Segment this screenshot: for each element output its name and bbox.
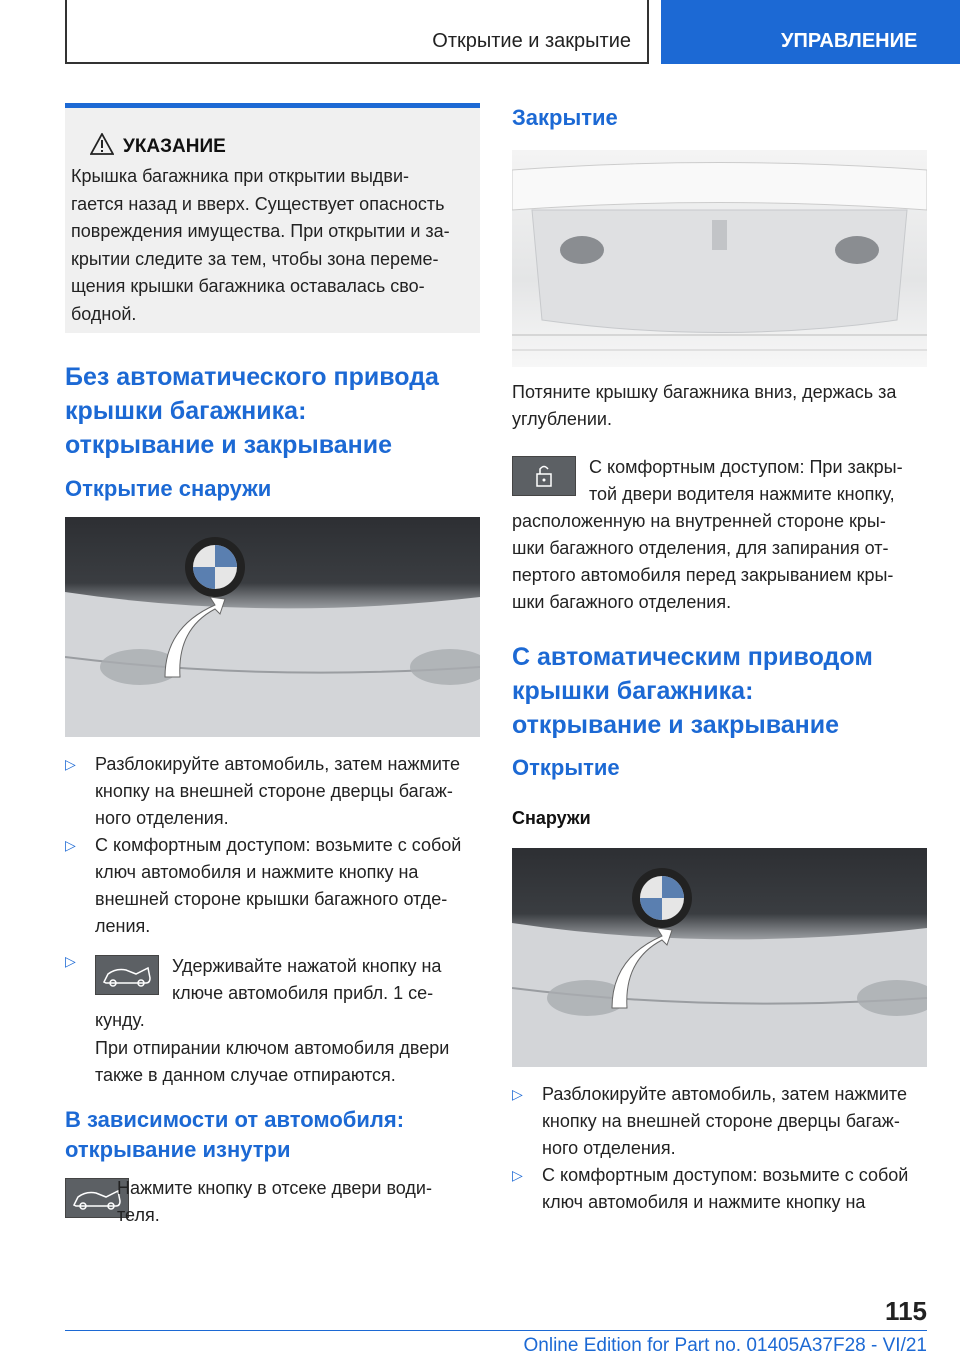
bullet-triangle-icon: ▷ — [65, 837, 76, 853]
bullet-triangle-icon: ▷ — [512, 1167, 523, 1183]
heading-auto-trunk: С автоматическим приводом крышки багажника: открывание и закрывание — [512, 643, 873, 739]
car-trunk-key-icon — [95, 955, 159, 995]
trunk-lid-photo — [512, 150, 927, 367]
warning-triangle-icon — [90, 133, 114, 155]
bmw-emblem-icon — [632, 868, 692, 928]
heading-open-outside: Открытие снаружи — [65, 476, 272, 501]
comfort-text-head: С комфортным доступом: При закры- той двери водителя нажмите кнопку, — [589, 457, 903, 504]
warning-title: УКАЗАНИЕ — [123, 136, 226, 157]
footer-divider — [65, 1330, 927, 1331]
footer-edition: Online Edition for Part no. 01405A37F28 - VI/21 — [523, 1335, 927, 1356]
header-section — [65, 0, 649, 64]
bullet-triangle-icon: ▷ — [65, 953, 76, 969]
header-chapter — [661, 0, 960, 64]
heading-close: Закрытие — [512, 105, 618, 130]
bullet-triangle-icon: ▷ — [512, 1086, 523, 1102]
comfort-text: расположенную на внутренней стороне кры- шки багажного отделения, для запирания от- пертого автомобиля перед закрыванием кры- шки багажного отделения. — [512, 511, 894, 612]
list-item: ▷ Удерживайте нажатой кнопку на ключе автомобиля прибл. 1 се- кунду. — [65, 953, 442, 1030]
note-text: При отпирании ключом автомобиля двери также в данном случае отпираются. — [95, 1038, 450, 1085]
heading-manual-trunk: Без автоматического привода крышки багажника: открывание и закрывание — [65, 363, 439, 459]
heading-outside: Снаружи — [512, 808, 591, 828]
header-section-title: Открытие и закрытие — [432, 30, 631, 52]
trunk-button-photo-2 — [512, 848, 927, 1067]
warning-box — [65, 103, 480, 333]
inside-text: Нажмите кнопку в отсеке двери води- теля. — [117, 1178, 432, 1225]
page-number: 115 — [885, 1296, 927, 1326]
warning-text: Крышка багажника при открытии выдви- гается назад и вверх. Существует опасность повреждения имущества. При открытии и за- крытии следите за тем, чтобы зона переме- щения крышки багажника оставалась сво- бодной. — [71, 166, 450, 324]
header-chapter-title: УПРАВЛЕНИЕ — [781, 30, 918, 52]
lock-button-icon — [512, 456, 576, 496]
heading-open: Открытие — [512, 755, 620, 780]
heading-open-inside: В зависимости от автомобиля: открывание изнутри — [65, 1107, 405, 1162]
trunk-button-photo — [65, 517, 480, 737]
bmw-emblem-icon — [185, 537, 245, 597]
close-text: Потяните крышку багажника вниз, держась за углублении. — [512, 382, 897, 429]
bullet-triangle-icon: ▷ — [65, 756, 76, 772]
